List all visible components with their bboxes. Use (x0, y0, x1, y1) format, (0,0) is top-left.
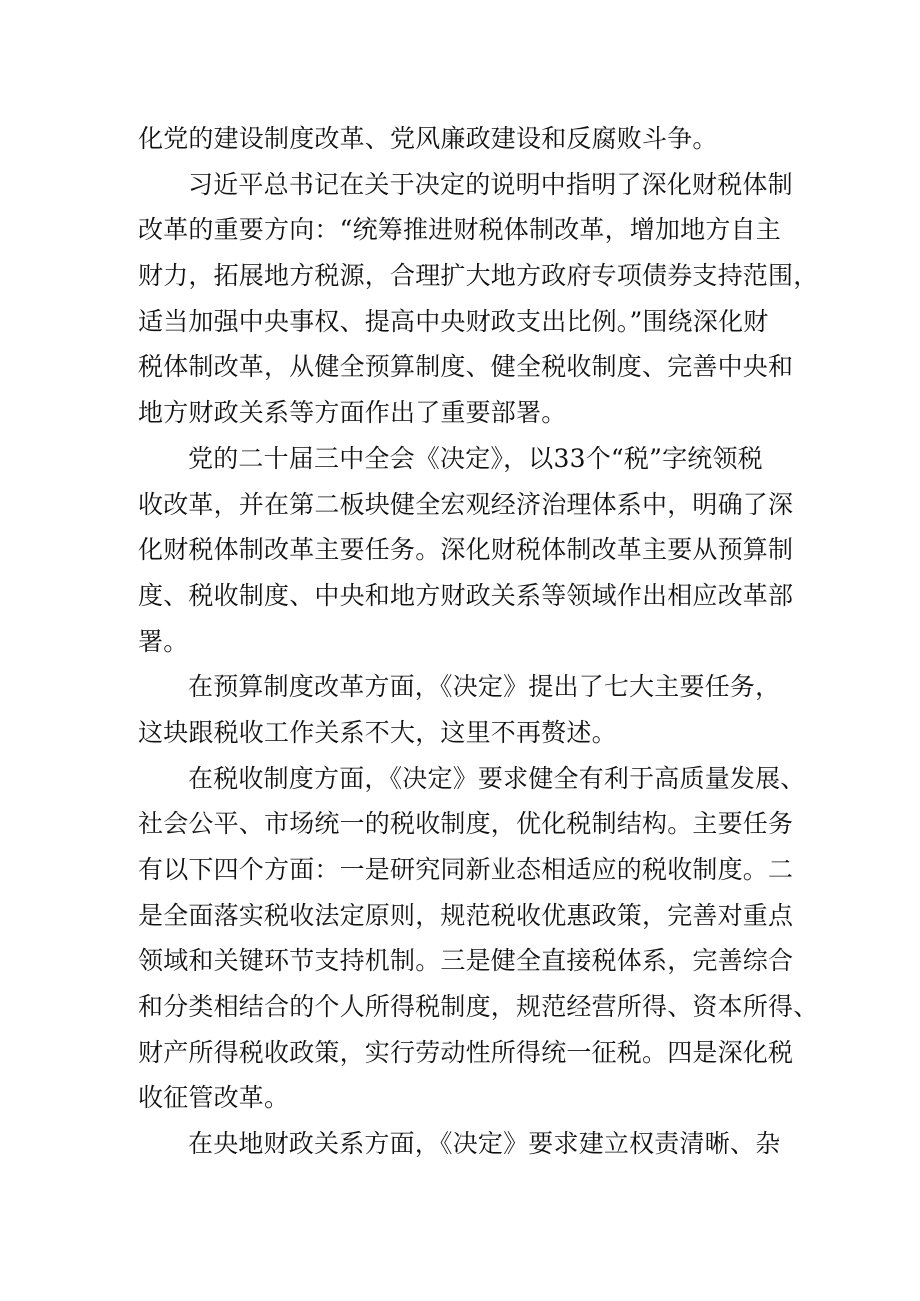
text-line: 税体制改革，从健全预算制度、健全税收制度、完善中央和 (138, 352, 794, 382)
document-body (138, 116, 819, 1167)
text-line: 署。 (138, 626, 189, 656)
text-line: 在央地财政关系方面，《决定》要求建立权责清晰、杂 (188, 1129, 781, 1159)
text-line: 和分类相结合的个人所得税制度，规范经营所得、资本所得、 (138, 992, 819, 1022)
text-line: 在预算制度改革方面，《决定》提出了七大主要任务， (188, 672, 781, 702)
text-line: 习近平总书记在关于决定的说明中指明了深化财税体制 (188, 169, 793, 199)
text-line: 度、税收制度、中央和地方财政关系等领域作出相应改革部 (138, 580, 794, 610)
text-line: 党的二十届三中全会《决定》，以33个“税”字统领税 (188, 443, 763, 473)
text-line: 地方财政关系等方面作出了重要部署。 (138, 398, 567, 428)
text-line: 社会公平、市场统一的税收制度，优化税制结构。主要任务 (138, 809, 794, 839)
text-line: 是全面落实税收法定原则，规范税收优惠政策，完善对重点 (138, 900, 794, 930)
text-line: 在税收制度方面，《决定》要求健全有利于高质量发展、 (188, 763, 806, 793)
text-line: 财力，拓展地方税源，合理扩大地方政府专项债券支持范围， (138, 261, 819, 291)
text-line: 化财税体制改革主要任务。深化财税体制改革主要从预算制 (138, 535, 794, 565)
text-line: 这块跟税收工作关系不大，这里不再赘述。 (138, 717, 617, 747)
text-line: 改革的重要方向：“统筹推进财税体制改革，增加地方自主 (138, 215, 781, 245)
text-line: 有以下四个方面：一是研究同新业态相适应的税收制度。二 (138, 855, 794, 884)
text-line: 领域和关键环节支持机制。三是健全直接税体系，完善综合 (138, 946, 794, 976)
text-line: 收改革，并在第二板块健全宏观经济治理体系中，明确了深 (138, 489, 794, 519)
text-line: 化党的建设制度改革、党风廉政建设和反腐败斗争。 (138, 124, 718, 153)
text-line: 收征管改革。 (138, 1083, 290, 1113)
text-line: 财产所得税收政策，实行劳动性所得统一征税。四是深化税 (138, 1037, 794, 1067)
text-line: 适当加强中央事权、提高中央财政支出比例。”围绕深化财 (138, 306, 769, 336)
